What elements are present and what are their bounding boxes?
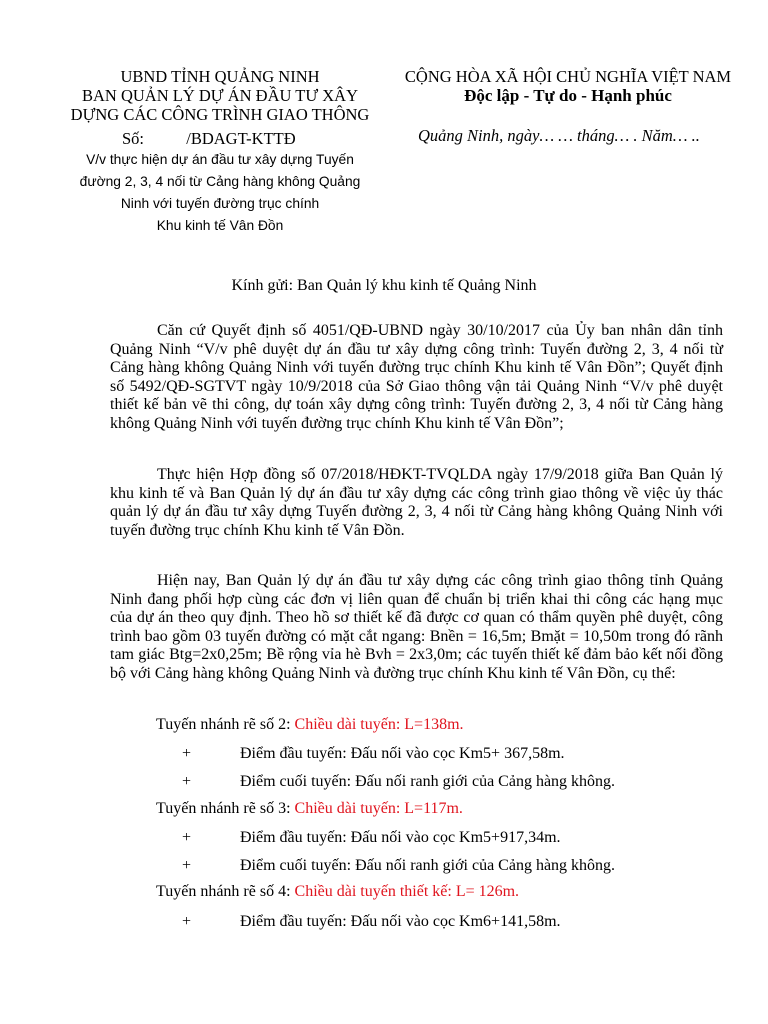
paragraph-legal-basis: Căn cứ Quyết định số 4051/QĐ-UBND ngày 30/10/2017 của Ủy ban nhân dân tỉnh Quảng Ninh “V/v phê duyệt dự án đầu tư xây dựng công trình: Tuyến đường 2, 3, 4 nối từ Cảng hàng không Quảng Ninh với tuyến đường trục chính Khu kinh tế Vân Đồn”; Quyết định số 5492/QĐ-SGTVT ngày 10/9/2018 của Sở Giao thông vận tải Quảng Ninh “V/v phê duyệt thiết kế bản vẽ thi công, dự toán xây dựng công trình: Tuyến đường 2, 3, 4 nối từ Cảng hàng không Quảng Ninh với tuyến đường trục chính Khu kinh tế Vân Đồn”; (110, 322, 723, 432)
national-motto: Độc lập - Tự do - Hạnh phúc (464, 86, 672, 105)
doc-number-label: Số: (122, 129, 145, 148)
national-title: CỘNG HÒA XÃ HỘI CHỦ NGHĨA VIỆT NAM (404, 67, 732, 86)
branch-label: Tuyến nhánh rẽ số 2: (156, 716, 295, 733)
subject-line: V/v thực hiện dự án đầu tư xây dựng Tuyến (86, 152, 354, 167)
issuer-province: UBND TỈNH QUẢNG NINH (120, 67, 320, 86)
paragraph-contract: Thực hiện Hợp đồng số 07/2018/HĐKT-TVQLDA ngày 17/9/2018 giữa Ban Quản lý khu kinh tế và Ban Quản lý dự án đầu tư xây dựng các công trình giao thông về việc ủy thác quản lý dự án đầu tư xây dựng Tuyến đường 2, 3, 4 nối từ Cảng hàng không Quảng Ninh với tuyến đường trục chính Khu kinh tế Vân Đồn. (110, 466, 723, 539)
bullet-plus: + (182, 745, 192, 762)
issuer-agency-line2: DỰNG CÁC CÔNG TRÌNH GIAO THÔNG (70, 105, 370, 124)
branch-label: Tuyến nhánh rẽ số 3: (156, 800, 295, 817)
branch-item: Điểm cuối tuyến: Đấu nối ranh giới của Cảng hàng không. (240, 773, 616, 790)
branch-length: Chiều dài tuyến: L=138m. (294, 716, 464, 733)
bullet-plus: + (182, 773, 192, 790)
branch-item: Điểm đầu tuyến: Đấu nối vào cọc Km5+917,34m. (240, 829, 561, 846)
subject-block (40, 149, 400, 237)
bullet-plus: + (182, 913, 192, 930)
subject-line: Khu kinh tế Vân Đồn (156, 218, 284, 233)
bullet-plus: + (182, 857, 192, 874)
branch-length: Chiều dài tuyến: L=117m. (294, 800, 463, 817)
issuer-agency-line1: BAN QUẢN LÝ DỰ ÁN ĐẦU TƯ XÂY (82, 86, 358, 105)
subject-line: Ninh với tuyến đường trục chính (120, 196, 320, 211)
branch-heading (156, 800, 463, 818)
national-header (378, 67, 758, 105)
branch-length: Chiều dài tuyến thiết kế: L= 126m. (294, 883, 520, 900)
recipient: Kính gửi: Ban Quản lý khu kinh tế Quảng Ninh (231, 277, 537, 294)
branch-item: Điểm đầu tuyến: Đấu nối vào cọc Km6+141,58m. (240, 913, 561, 930)
branch-label: Tuyến nhánh rẽ số 4: (156, 883, 295, 900)
branch-item: Điểm đầu tuyến: Đấu nối vào cọc Km5+ 367,58m. (240, 745, 565, 762)
branch-heading (156, 883, 519, 901)
subject-line: đường 2, 3, 4 nối từ Cảng hàng không Quảng (79, 174, 361, 189)
bullet-plus: + (182, 829, 192, 846)
branch-heading (156, 716, 464, 734)
branch-item: Điểm cuối tuyến: Đấu nối ranh giới của Cảng hàng không. (240, 857, 616, 874)
doc-number-code: /BDAGT-KTTĐ (186, 129, 296, 148)
issuer-block (40, 67, 400, 124)
paragraph-current-status: Hiện nay, Ban Quản lý dự án đầu tư xây dựng các công trình giao thông tỉnh Quảng Ninh đang phối hợp cùng các đơn vị liên quan để chuẩn bị triển khai thi công các hạng mục của dự án theo quy định. Theo hồ sơ thiết kế đã được cơ quan có thẩm quyền phê duyệt, công trình bao gồm 03 tuyến đường có mặt cắt ngang: Bnền = 16,5m; Bmặt = 10,50m trong đó rãnh tam giác Btg=2x0,25m; Bề rộng vỉa hè Bvh = 2x3,0m; các tuyến thiết kế đảm bảo kết nối đồng bộ với Cảng hàng không Quảng Ninh và đường trục chính Khu kinh tế Vân Đồn, cụ thể: (110, 572, 723, 682)
doc-number (122, 129, 296, 148)
place-date: Quảng Ninh, ngày… … tháng… . Năm… .. (418, 126, 700, 145)
